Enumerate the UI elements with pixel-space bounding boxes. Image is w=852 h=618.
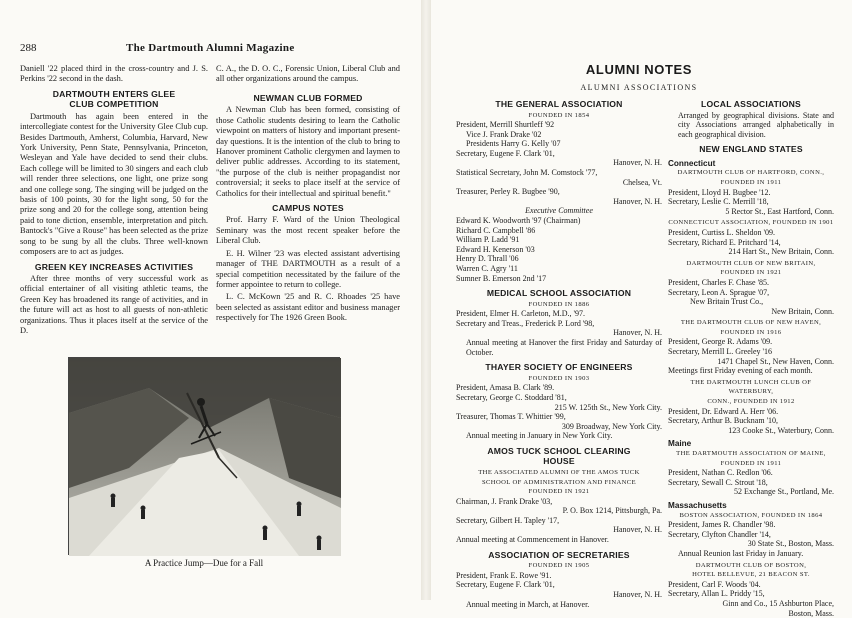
general-line: Hanover, N. H. xyxy=(456,158,662,168)
me-line: 52 Exchange St., Portland, Me. xyxy=(668,487,834,497)
campus-note-2: E. H. Wilner '23 was elected assistant advertising manager of THE DARTMOUTH as a result of a special competition necessitated by the failure of the former appointee to return to college. xyxy=(216,249,400,291)
ski-jump-photo xyxy=(68,357,340,555)
nh-line: Secretary, Merrill L. Greeley '16 xyxy=(668,347,834,357)
thayer-line: Secretary, George C. Stoddard '81, xyxy=(456,393,662,403)
new-haven-founded: FOUNDED IN 1916 xyxy=(668,328,834,338)
bc-line: President, Carl F. Woods '04. xyxy=(668,580,834,590)
campus-note-1: Prof. Harry F. Ward of the Union Theological Seminary was the most recent speaker before the Liberal Club. xyxy=(216,215,400,246)
alumni-notes-title: ALUMNI NOTES xyxy=(426,62,852,77)
medical-line: President, Elmer H. Carleton, M.D., '97. xyxy=(456,309,662,319)
local-associations-heading: LOCAL ASSOCIATIONS xyxy=(668,99,834,110)
committee-member: Sumner B. Emerson 2nd '17 xyxy=(456,274,662,284)
new-haven-club: THE DARTMOUTH CLUB OF NEW HAVEN, xyxy=(668,318,834,328)
thayer-line: 309 Broadway, New York City. xyxy=(456,422,662,432)
right-column-1 xyxy=(456,96,662,609)
ct-line: President, Curtiss L. Sheldon '09. xyxy=(668,228,834,238)
nh-line: Meetings first Friday evening of each month. xyxy=(668,366,834,376)
nh-line: President, George R. Adams '09. xyxy=(668,337,834,347)
bos-line: President, James R. Chandler '98. xyxy=(668,520,834,530)
nb-line: President, Charles F. Chase '85. xyxy=(668,278,834,288)
general-line: Chelsea, Vt. xyxy=(456,178,662,188)
glee-heading-1: DARTMOUTH ENTERS GLEE xyxy=(20,89,208,100)
bos-line: 30 State St., Boston, Mass. xyxy=(668,539,834,549)
secretaries-founded: FOUNDED IN 1905 xyxy=(456,561,662,571)
magazine-title: The Dartmouth Alumni Magazine xyxy=(126,42,295,54)
newman-heading: NEWMAN CLUB FORMED xyxy=(216,93,400,104)
medical-line: Hanover, N. H. xyxy=(456,328,662,338)
medical-school-heading: MEDICAL SCHOOL ASSOCIATION xyxy=(456,288,662,299)
tuck-line: Chairman, J. Frank Drake '03, xyxy=(456,497,662,507)
left-column-1 xyxy=(20,64,208,338)
state-massachusetts: Massachusetts xyxy=(668,501,834,511)
tuck-sub-2: SCHOOL OF ADMINISTRATION AND FINANCE xyxy=(456,478,662,488)
boston-association: BOSTON ASSOCIATION, FOUNDED IN 1864 xyxy=(668,511,834,521)
secretaries-heading: ASSOCIATION OF SECRETARIES xyxy=(456,550,662,561)
general-association-heading: THE GENERAL ASSOCIATION xyxy=(456,99,662,110)
tuck-line: Hanover, N. H. xyxy=(456,525,662,535)
committee-member: Edward H. Kenerson '03 xyxy=(456,245,662,255)
committee-member: William P. Ladd '91 xyxy=(456,235,662,245)
general-founded: FOUNDED IN 1854 xyxy=(456,111,662,121)
hartford-founded: FOUNDED IN 1911 xyxy=(668,178,834,188)
tuck-heading-2: HOUSE xyxy=(456,456,662,467)
ct-line: 214 Hart St., New Britain, Conn. xyxy=(668,247,834,257)
general-line: President, Merrill Shurtleff '92 xyxy=(456,120,662,130)
nb-line: Secretary, Leon A. Sprague '07, xyxy=(668,288,834,298)
boston-note: Annual Reunion last Friday in January. xyxy=(668,549,834,559)
wt-line: President, Dr. Edward A. Herr '06. xyxy=(668,407,834,417)
general-line: Presidents Harry G. Kelly '07 xyxy=(456,139,662,149)
general-line: Hanover, N. H. xyxy=(456,197,662,207)
committee-member: Warren C. Agry '11 xyxy=(456,264,662,274)
secretaries-line: Hanover, N. H. xyxy=(456,590,662,600)
left-column-2 xyxy=(216,64,400,326)
committee-member: Richard C. Campbell '86 xyxy=(456,226,662,236)
photo-caption: A Practice Jump—Due for a Fall xyxy=(68,558,340,568)
state-maine: Maine xyxy=(668,439,834,449)
me-line: President, Nathan C. Redlon '06. xyxy=(668,468,834,478)
page-number: 288 xyxy=(20,42,37,54)
bos-line: Secretary, Clyfton Chandler '14, xyxy=(668,530,834,540)
state-connecticut: Connecticut xyxy=(668,159,834,169)
right-column-2 xyxy=(668,96,834,618)
maine-founded: FOUNDED IN 1911 xyxy=(668,459,834,469)
nh-line: 1471 Chapel St., New Haven, Conn. xyxy=(668,357,834,367)
bc-line: Secretary, Allan L. Priddy '15, xyxy=(668,589,834,599)
waterbury-club: THE DARTMOUTH LUNCH CLUB OF WATERBURY, xyxy=(668,378,834,397)
campus-orgs-text: C. A., the D. O. C., Forensic Union, Liberal Club and all other organizations around the campus. xyxy=(216,64,400,85)
wt-line: Secretary, Arthur B. Bucknam '10, xyxy=(668,416,834,426)
medical-line: Secretary and Treas., Frederick P. Lord '98, xyxy=(456,319,662,329)
ct-line: Secretary, Richard E. Pritchard '14, xyxy=(668,238,834,248)
secretaries-line: Secretary, Eugene F. Clark '01, xyxy=(456,580,662,590)
thayer-founded: FOUNDED IN 1903 xyxy=(456,374,662,384)
general-line: Vice J. Frank Drake '02 xyxy=(456,130,662,140)
bc-line: Boston, Mass. xyxy=(668,609,834,618)
ski-jump-illustration xyxy=(69,358,341,556)
new-britain-founded: FOUNDED IN 1921 xyxy=(668,268,834,278)
committee-member: Henry D. Thrall '06 xyxy=(456,254,662,264)
tuck-heading-1: AMOS TUCK SCHOOL CLEARING xyxy=(456,446,662,457)
me-line: Secretary, Sewall C. Strout '18, xyxy=(668,478,834,488)
new-england-heading: NEW ENGLAND STATES xyxy=(668,144,834,155)
cross-country-text: Daniell '22 placed third in the cross-country and J. S. Perkins '22 second in the dash. xyxy=(20,64,208,85)
greenkey-heading: GREEN KEY INCREASES ACTIVITIES xyxy=(20,262,208,273)
hartford-line: President, Lloyd H. Bugbee '12. xyxy=(668,188,834,198)
connecticut-association: CONNECTICUT ASSOCIATION, FOUNDED IN 1901 xyxy=(668,218,834,228)
tuck-line: Secretary, Gilbert H. Tapley '17, xyxy=(456,516,662,526)
greenkey-text: After three months of very successful work as official entertainer of all visiting athletic teams, the Green Key has broadened its range of activities, and in the future will act as host to all guests of non-athletic organizations. Thus it places itself at the service of the D. xyxy=(20,274,208,336)
thayer-line: 215 W. 125th St., New York City. xyxy=(456,403,662,413)
hartford-club: DARTMOUTH CLUB OF HARTFORD, CONN., xyxy=(668,168,834,178)
nb-line: New Britain Trust Co., xyxy=(668,297,834,307)
glee-text: Dartmouth has again been entered in the intercollegiate contest for the University Glee Club cup. Besides Dartmouth, Amherst, Columbia, Harvard, New York University, Penn State, Pennsylvania, Princeton, Wesleyan and Yale have decided to send their clubs. Each college will be limited to 30 singers and each club will render three selections, one light, one prize song and one college song. The singing will be judged on the basis of 100 points, 30 for the light song, 50 for the prize song and 20 for the college song, attention being paid to tone diction, ensemble, interpretation and pitch. Bantock's "Give a Rouse" has been selected as the prize song to be sung by all the clubs. Three well-known composers are to act as judges. xyxy=(20,112,208,258)
bc-line: Ginn and Co., 15 Ashburton Place, xyxy=(668,599,834,609)
thayer-line: Treasurer, Thomas T. Whittier '99, xyxy=(456,412,662,422)
boston-club-address: HOTEL BELLEVUE, 21 BEACON ST. xyxy=(668,570,834,580)
local-intro: Arranged by geographical divisions. State and city Associations arranged alphabetically in each geographical division. xyxy=(668,111,834,140)
tuck-note: Annual meeting at Commencement in Hanover. xyxy=(456,535,662,545)
general-line: Statistical Secretary, John M. Comstock '77, xyxy=(456,168,662,178)
campus-note-3: L. C. McKown '25 and R. C. Rhoades '25 have been selected as assistant editor and business manager respectively for The 1926 Green Book. xyxy=(216,292,400,323)
left-page xyxy=(0,0,426,600)
secretaries-note: Annual meeting in March, at Hanover. xyxy=(456,600,662,610)
executive-committee-heading: Executive Committee xyxy=(456,206,662,216)
secretaries-line: President, Frank E. Rowe '91. xyxy=(456,571,662,581)
campus-notes-heading: CAMPUS NOTES xyxy=(216,203,400,214)
committee-member: Edward K. Woodworth '97 (Chairman) xyxy=(456,216,662,226)
boston-club: DARTMOUTH CLUB OF BOSTON, xyxy=(668,561,834,571)
thayer-heading: THAYER SOCIETY OF ENGINEERS xyxy=(456,362,662,373)
hartford-line: Secretary, Leslie C. Merrill '18, xyxy=(668,197,834,207)
alumni-associations-subtitle: ALUMNI ASSOCIATIONS xyxy=(426,83,852,92)
wt-line: 123 Cooke St., Waterbury, Conn. xyxy=(668,426,834,436)
nb-line: New Britain, Conn. xyxy=(668,307,834,317)
waterbury-founded: CONN., FOUNDED IN 1912 xyxy=(668,397,834,407)
glee-heading-2: CLUB COMPETITION xyxy=(20,99,208,110)
medical-founded: FOUNDED IN 1886 xyxy=(456,300,662,310)
medical-note: Annual meeting at Hanover the first Friday and Saturday of October. xyxy=(456,338,662,357)
general-line: Treasurer, Perley R. Bugbee '90, xyxy=(456,187,662,197)
thayer-line: President, Amasa B. Clark '89. xyxy=(456,383,662,393)
hartford-line: 5 Rector St., East Hartford, Conn. xyxy=(668,207,834,217)
tuck-sub-1: THE ASSOCIATED ALUMNI OF THE AMOS TUCK xyxy=(456,468,662,478)
tuck-founded: FOUNDED IN 1921 xyxy=(456,487,662,497)
general-line: Secretary, Eugene F. Clark '01, xyxy=(456,149,662,159)
thayer-note: Annual meeting in January in New York City. xyxy=(456,431,662,441)
tuck-line: P. O. Box 1214, Pittsburgh, Pa. xyxy=(456,506,662,516)
new-britain-club: DARTMOUTH CLUB OF NEW BRITAIN, xyxy=(668,259,834,269)
maine-association: THE DARTMOUTH ASSOCIATION OF MAINE, xyxy=(668,449,834,459)
newman-text: A Newman Club has been formed, consisting of those Catholic students desiring to learn the Catholic viewpoint on matters of history and important present-day questions. It is the intention of the club to bring to Hanover prominent Catholic clergymen and laymen to deliver public addresses. According to its statement, "the purpose of the club is neither propagandist nor controversial; it seeks to place itself at the service of Catholics for their intellectual and spiritual benefit." xyxy=(216,105,400,199)
